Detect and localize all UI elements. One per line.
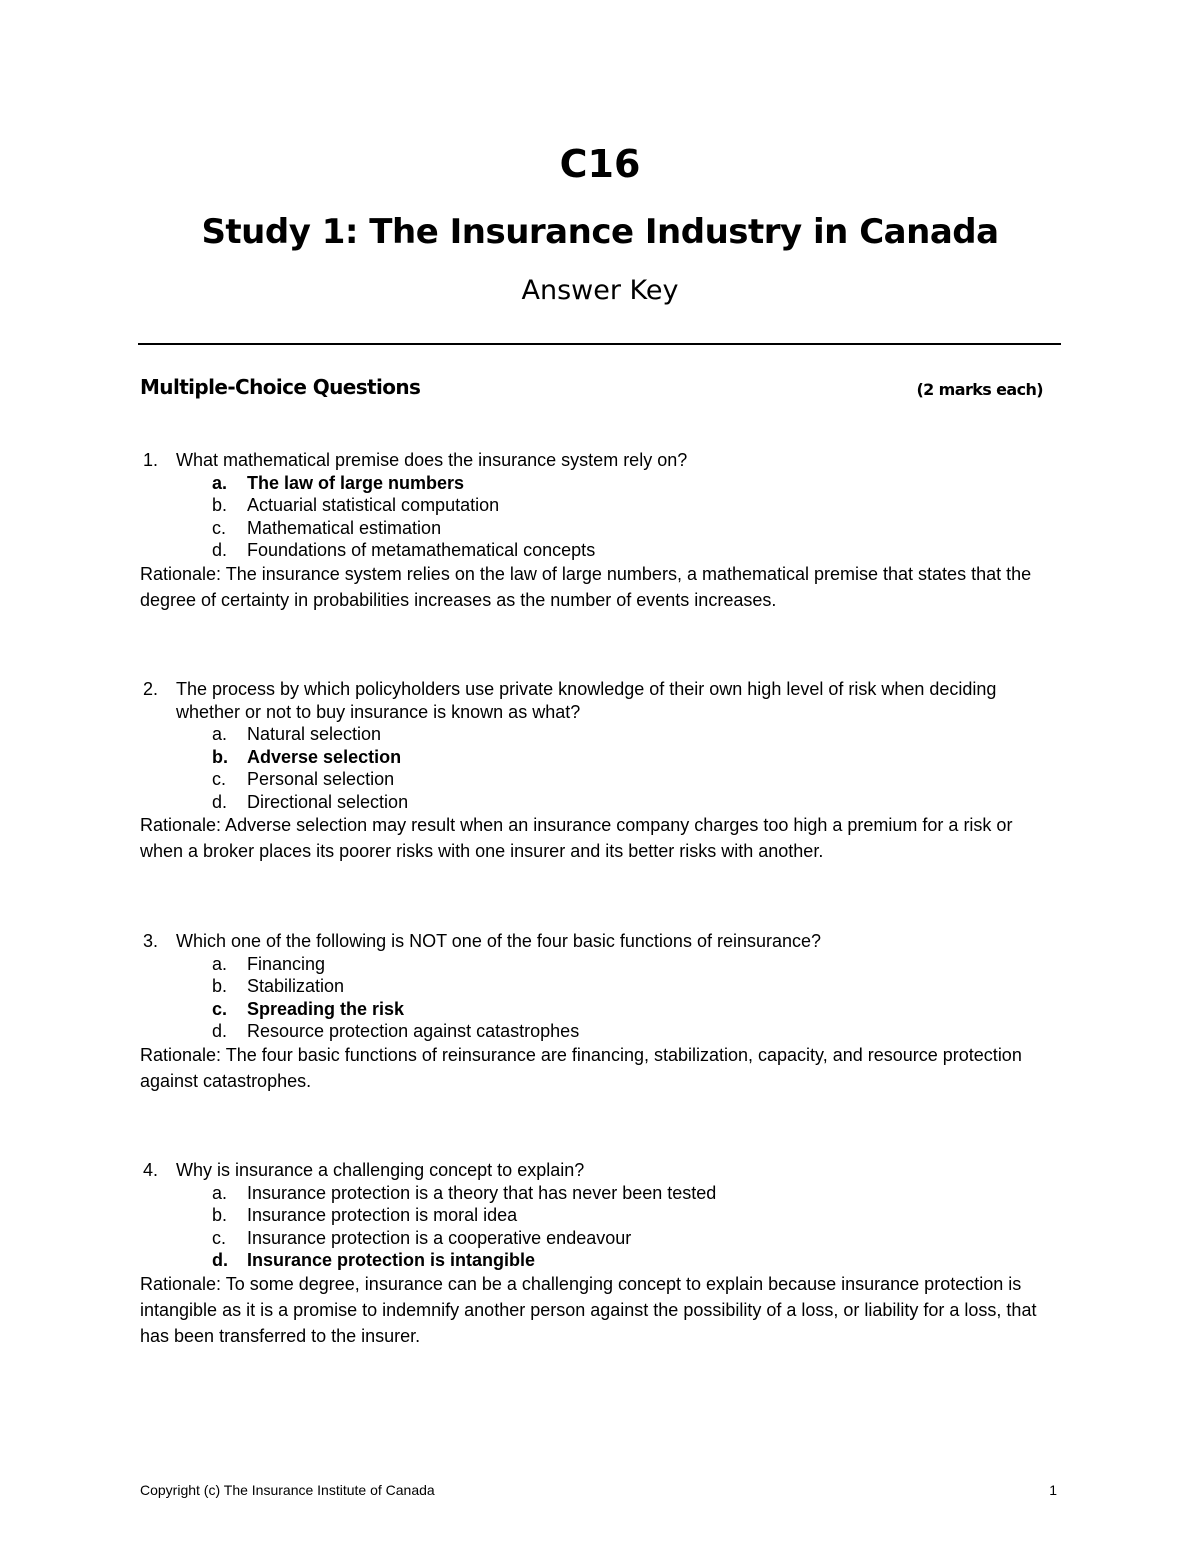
rationale: Rationale: The insurance system relies on the law of large numbers, a mathematical premise that states that the degree of certainty in probabilities increases as the number of events increases.	[140, 563, 1032, 610]
correct-answer-option	[140, 1249, 1060, 1272]
option-letter: b.	[212, 746, 228, 767]
question-text	[140, 930, 1060, 953]
option-text: Directional selection	[247, 791, 409, 812]
option-text: The law of large numbers	[247, 472, 465, 493]
question-number: 4.	[143, 1160, 159, 1180]
option-text: Stabilization	[247, 976, 345, 996]
rationale: Rationale: The four basic functions of reinsurance are financing, stabilization, capacity, and resource protection against catastrophes.	[140, 1044, 1022, 1091]
option-text: Actuarial statistical computation	[247, 495, 500, 515]
option-letter: d.	[212, 791, 228, 812]
question-number: 3.	[143, 931, 159, 951]
answer-option	[140, 768, 1060, 791]
footer-copyright: Copyright (c) The Insurance Institute of Canada	[140, 1482, 435, 1498]
answer-option	[140, 953, 1060, 976]
answer-option	[140, 1227, 1060, 1250]
question-block	[140, 449, 1060, 613]
option-letter: b.	[212, 495, 228, 515]
answer-option	[140, 975, 1060, 998]
answer-option	[140, 1020, 1060, 1043]
option-letter: a.	[212, 953, 228, 974]
option-text: Financing	[247, 953, 326, 974]
option-text: Resource protection against catastrophes	[247, 1021, 580, 1041]
question-number: 2.	[143, 679, 159, 699]
answer-option	[140, 1182, 1060, 1205]
option-letter: d.	[212, 540, 228, 560]
option-text: Mathematical estimation	[247, 517, 442, 538]
question-block	[140, 1159, 1060, 1349]
question-prompt: Which one of the following is NOT one of the four basic functions of reinsurance?	[176, 931, 822, 951]
horizontal-rule	[138, 343, 1061, 345]
answer-option	[140, 723, 1060, 746]
option-letter: c.	[212, 517, 227, 538]
page-number: 1	[1049, 1482, 1057, 1498]
answer-option	[140, 517, 1060, 540]
correct-answer-option	[140, 746, 1060, 769]
question-prompt: Why is insurance a challenging concept to explain?	[176, 1160, 585, 1180]
correct-answer-option	[140, 998, 1060, 1021]
option-text: Insurance protection is a theory that has never been tested	[247, 1182, 717, 1203]
course-code: C16	[559, 142, 641, 186]
option-text: Insurance protection is intangible	[247, 1250, 536, 1270]
option-text: Personal selection	[247, 769, 395, 789]
question-block	[140, 930, 1060, 1094]
option-text: Insurance protection is a cooperative endeavour	[247, 1227, 632, 1248]
document-title: Study 1: The Insurance Industry in Canada	[201, 212, 999, 252]
option-letter: b.	[212, 976, 228, 996]
correct-answer-option	[140, 472, 1060, 495]
question-number: 1.	[143, 450, 159, 470]
question-prompt: What mathematical premise does the insurance system rely on?	[176, 450, 688, 470]
document-subtitle: Answer Key	[521, 275, 679, 306]
section-title: Multiple-Choice Questions	[140, 375, 421, 399]
rationale: Rationale: Adverse selection may result when an insurance company charges too high a premium for a risk or when a broker places its poorer risks with one insurer and its better risks with another.	[140, 815, 1013, 861]
option-letter: d.	[212, 1021, 228, 1041]
option-letter: a.	[212, 472, 228, 493]
question-text	[140, 1159, 1060, 1182]
answer-option	[140, 494, 1060, 517]
question-text	[140, 678, 1060, 723]
option-letter: d.	[212, 1250, 228, 1270]
answer-option	[140, 791, 1060, 814]
option-letter: a.	[212, 724, 228, 744]
rationale: Rationale: To some degree, insurance can be a challenging concept to explain because insurance protection is intangible as it is a promise to indemnify another person against the possibility of a loss, or liability for a loss, that has been transferred to the insurer.	[140, 1273, 1037, 1346]
option-letter: c.	[212, 998, 228, 1019]
option-letter: a.	[212, 1182, 228, 1203]
question-prompt: The process by which policyholders use private knowledge of their own high level of risk when deciding whether or not to buy insurance is known as what?	[176, 679, 997, 722]
option-text: Spreading the risk	[247, 998, 405, 1019]
answer-option	[140, 539, 1060, 562]
option-text: Natural selection	[247, 724, 382, 744]
option-text: Insurance protection is moral idea	[247, 1205, 518, 1225]
section-marks: (2 marks each)	[916, 380, 1043, 399]
option-letter: b.	[212, 1205, 228, 1225]
question-block	[140, 678, 1060, 864]
option-text: Foundations of metamathematical concepts	[247, 540, 596, 560]
option-text: Adverse selection	[247, 746, 402, 767]
option-letter: c.	[212, 1227, 227, 1248]
option-letter: c.	[212, 769, 227, 789]
question-text	[140, 449, 1060, 472]
answer-option	[140, 1204, 1060, 1227]
